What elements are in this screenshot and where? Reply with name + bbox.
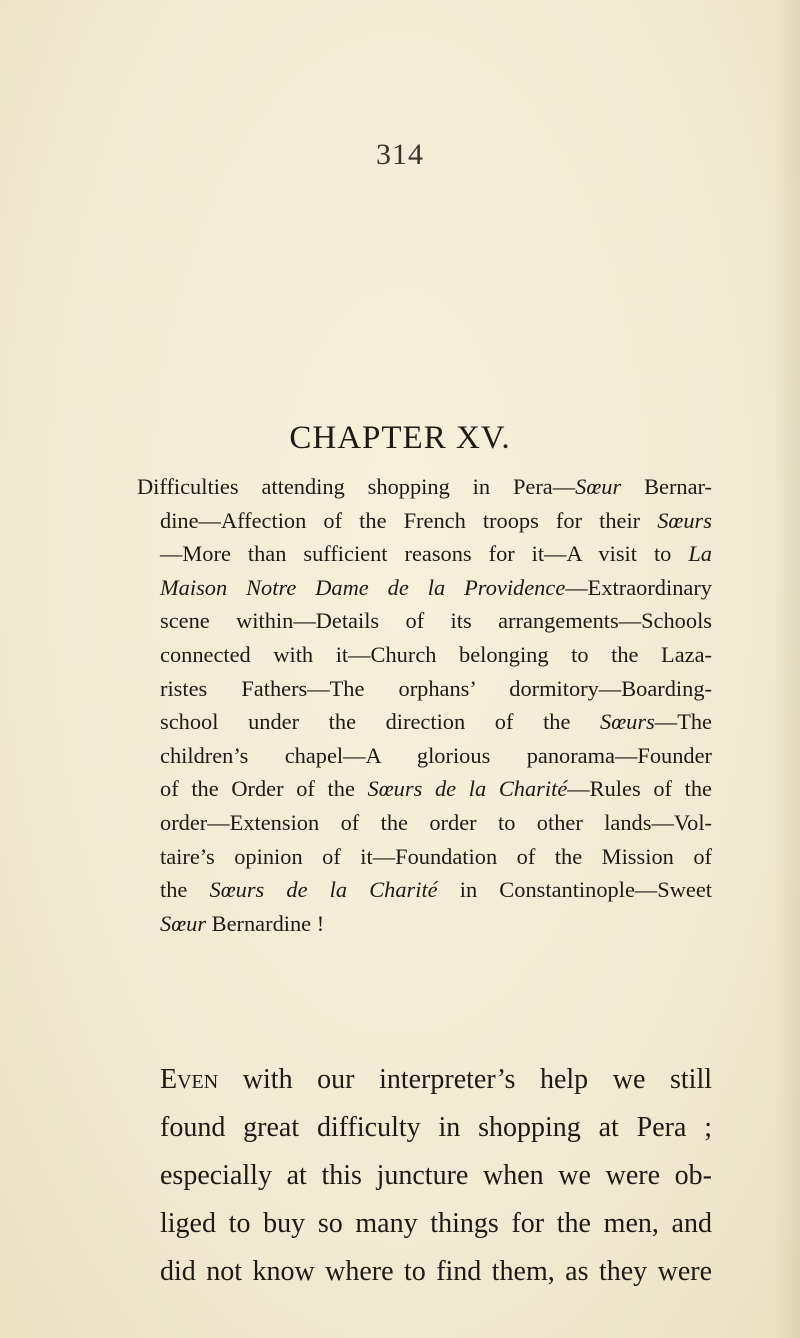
- body-line: Even with our interpreter’s help we still: [160, 1064, 712, 1095]
- chapter-summary: [137, 470, 712, 940]
- summary-line: [137, 470, 712, 504]
- italic-run: Maison Notre Dame de la Providence: [160, 574, 566, 600]
- text-run: the: [160, 877, 210, 903]
- text-run: —Rules of the: [567, 776, 712, 802]
- page-number: 314: [376, 138, 424, 171]
- text-run: —The: [654, 709, 712, 735]
- text-run: connected with it—Church belonging to the Laza-: [160, 641, 712, 667]
- italic-run: La: [688, 541, 712, 567]
- summary-line: [160, 840, 712, 874]
- text-run: Bernar-: [621, 474, 712, 499]
- summary-line: [160, 604, 712, 638]
- text-run: ristes Fathers—The orphans’ dormitory—Boarding-: [160, 675, 712, 701]
- summary-line: [160, 537, 712, 571]
- summary-line: [160, 806, 712, 840]
- summary-line: [160, 873, 712, 907]
- text-run: taire’s opinion of it—Foundation of the Mission of: [160, 843, 712, 869]
- italic-run: Sœurs de la Charité: [209, 877, 438, 903]
- text-run: order—Extension of the order to other lands—Vol-: [160, 809, 712, 835]
- summary-line: [160, 672, 712, 706]
- text-run: school under the direction of the: [160, 709, 601, 735]
- body-line: liged to buy so many things for the men, and: [160, 1208, 712, 1239]
- summary-line: [160, 638, 712, 672]
- italic-run: Sœurs de la Charité: [367, 776, 568, 802]
- page-edge-shadow: [774, 0, 800, 1338]
- body-line: found great difficulty in shopping at Pera ;: [160, 1112, 712, 1143]
- italic-run: Sœur: [575, 474, 622, 499]
- italic-run: Sœurs: [657, 507, 712, 533]
- summary-line: [160, 504, 712, 538]
- text-run: scene within—Details of its arrangements—Schools: [160, 608, 712, 634]
- text-run: of the Order of the: [160, 776, 368, 802]
- text-run: Difficulties attending shopping in Pera—: [137, 474, 576, 499]
- text-run: children’s chapel—A glorious panorama—Founder: [160, 742, 712, 768]
- body-line: especially at this juncture when we were ob-: [160, 1160, 712, 1191]
- chapter-heading: CHAPTER XV.: [289, 420, 511, 456]
- body-text: [160, 1056, 712, 1296]
- text-run: Bernardine !: [206, 910, 325, 936]
- text-run: in Constantinople—Sweet: [437, 877, 712, 903]
- summary-line: [160, 907, 712, 941]
- text-run: —Extraordinary: [565, 574, 712, 600]
- summary-line: [160, 772, 712, 806]
- text-run: dine—Affection of the French troops for their: [160, 507, 658, 533]
- summary-line: [160, 705, 712, 739]
- summary-line: [160, 571, 712, 605]
- lead-word: Even: [160, 1064, 219, 1095]
- italic-run: Sœur: [160, 910, 207, 936]
- italic-run: Sœurs: [600, 709, 655, 735]
- body-line: did not know where to find them, as they were: [160, 1256, 712, 1287]
- summary-line: [160, 739, 712, 773]
- text-run: —More than sufficient reasons for it—A visit to: [160, 541, 689, 567]
